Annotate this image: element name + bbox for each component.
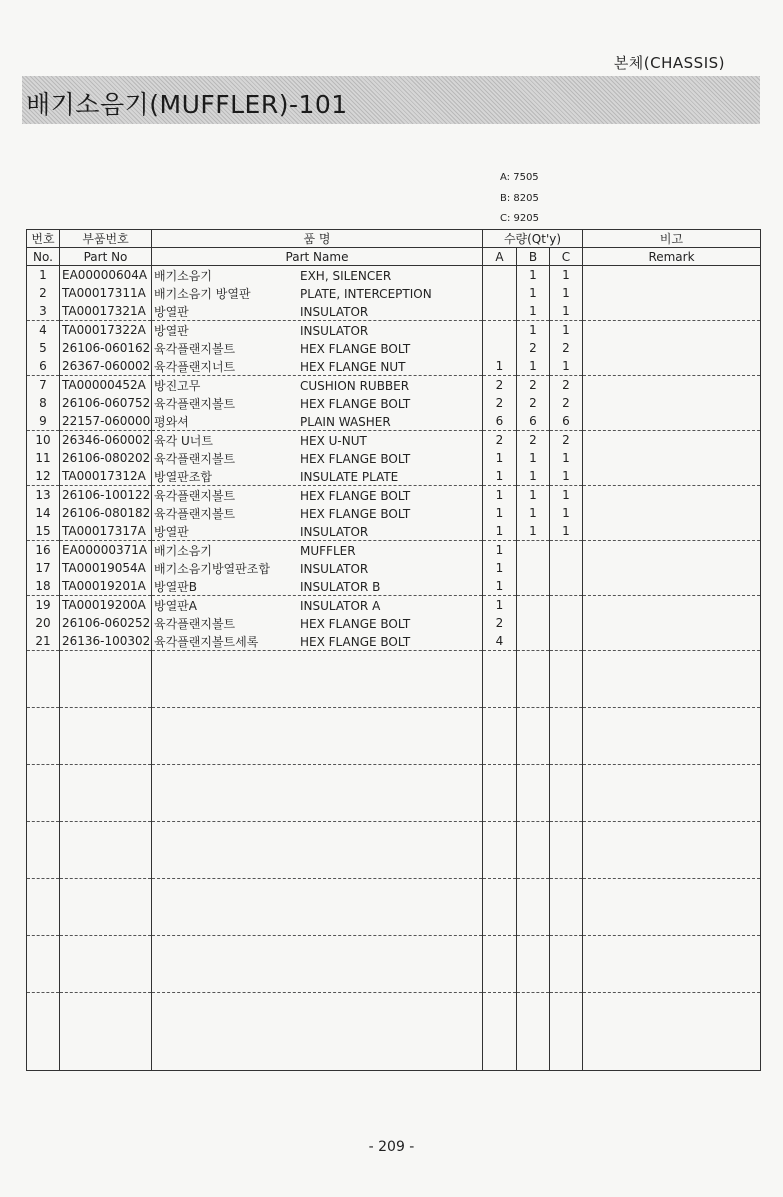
remark <box>583 284 761 302</box>
remark <box>583 486 761 505</box>
empty-cell <box>517 708 550 765</box>
empty-cell <box>550 651 583 708</box>
empty-cell <box>550 822 583 879</box>
empty-cell <box>27 822 60 879</box>
remark <box>583 541 761 560</box>
header-qty: 수량(Qt'y) <box>483 230 583 248</box>
qty-b: 2 <box>517 394 550 412</box>
empty-cell <box>152 651 483 708</box>
variant-c: C: 9205 <box>500 213 539 224</box>
qty-c: 1 <box>550 504 583 522</box>
part-name-en: HEX FLANGE BOLT <box>300 341 411 356</box>
qty-c: 2 <box>550 339 583 357</box>
empty-cell <box>60 651 152 708</box>
row-number: 11 <box>27 449 60 467</box>
part-name <box>152 522 483 541</box>
part-name-kr: 육각플랜지너트 <box>154 359 236 374</box>
empty-cell <box>550 879 583 936</box>
empty-cell <box>60 993 152 1071</box>
header-no-en: No. <box>27 248 60 266</box>
empty-cell <box>583 879 761 936</box>
part-number: TA00000452A <box>60 376 152 395</box>
part-number: EA00000604A <box>60 266 152 285</box>
empty-cell <box>152 708 483 765</box>
table-row <box>27 302 761 321</box>
part-name-kr: 배기소음기 <box>154 543 212 558</box>
qty-b: 2 <box>517 339 550 357</box>
part-name <box>152 284 483 302</box>
qty-b: 1 <box>517 266 550 285</box>
qty-c <box>550 614 583 632</box>
remark <box>583 376 761 395</box>
part-name <box>152 357 483 376</box>
empty-cell <box>517 765 550 822</box>
qty-c: 1 <box>550 357 583 376</box>
empty-row <box>27 879 761 936</box>
row-number: 15 <box>27 522 60 541</box>
row-number: 21 <box>27 632 60 651</box>
qty-b: 1 <box>517 321 550 340</box>
header-remark-en: Remark <box>583 248 761 266</box>
part-name-kr: 방열판A <box>154 598 197 613</box>
table-row <box>27 431 761 450</box>
table-row <box>27 357 761 376</box>
part-number: 26106-060162 <box>60 339 152 357</box>
empty-cell <box>152 879 483 936</box>
qty-c: 1 <box>550 302 583 321</box>
empty-cell <box>483 765 517 822</box>
empty-row <box>27 651 761 708</box>
part-number: 26346-060002 <box>60 431 152 450</box>
table-row <box>27 412 761 431</box>
part-name <box>152 412 483 431</box>
qty-b <box>517 614 550 632</box>
header-qty-c: C <box>550 248 583 266</box>
empty-cell <box>583 651 761 708</box>
qty-a: 1 <box>483 467 517 486</box>
part-name <box>152 376 483 395</box>
part-name-en: HEX FLANGE BOLT <box>300 488 411 503</box>
part-number: TA00019054A <box>60 559 152 577</box>
empty-cell <box>483 651 517 708</box>
empty-cell <box>517 879 550 936</box>
part-name <box>152 577 483 596</box>
remark <box>583 302 761 321</box>
qty-b: 1 <box>517 486 550 505</box>
row-number: 13 <box>27 486 60 505</box>
part-name <box>152 449 483 467</box>
qty-a <box>483 284 517 302</box>
part-name-en: INSULATOR <box>300 304 369 319</box>
part-name-kr: 육각플랜지볼트세록 <box>154 634 259 649</box>
qty-a: 1 <box>483 357 517 376</box>
remark <box>583 577 761 596</box>
qty-a: 2 <box>483 376 517 395</box>
row-number: 20 <box>27 614 60 632</box>
part-number: 22157-060000 <box>60 412 152 431</box>
variant-b: B: 8205 <box>500 193 539 204</box>
part-name <box>152 339 483 357</box>
qty-c <box>550 632 583 651</box>
qty-a: 2 <box>483 614 517 632</box>
qty-a: 4 <box>483 632 517 651</box>
header-remark-kr: 비고 <box>583 230 761 248</box>
part-name <box>152 559 483 577</box>
empty-cell <box>550 765 583 822</box>
qty-c: 1 <box>550 321 583 340</box>
part-name-kr: 방열판조합 <box>154 469 212 484</box>
qty-b: 1 <box>517 449 550 467</box>
header-name-kr: 품 명 <box>152 230 483 248</box>
part-number: 26106-060752 <box>60 394 152 412</box>
empty-cell <box>27 708 60 765</box>
part-name-kr: 배기소음기 방열판 <box>154 286 251 301</box>
empty-cell <box>517 936 550 993</box>
empty-cell <box>152 993 483 1071</box>
part-name-kr: 방열판 <box>154 524 189 539</box>
part-name-en: INSULATOR A <box>300 598 381 613</box>
empty-cell <box>483 993 517 1071</box>
remark <box>583 431 761 450</box>
qty-c: 1 <box>550 467 583 486</box>
part-name-kr: 육각 U너트 <box>154 433 213 448</box>
table-row <box>27 339 761 357</box>
qty-b: 1 <box>517 504 550 522</box>
part-number: 26106-100122 <box>60 486 152 505</box>
empty-cell <box>583 765 761 822</box>
part-name-en: HEX FLANGE BOLT <box>300 506 411 521</box>
empty-cell <box>60 822 152 879</box>
part-name <box>152 632 483 651</box>
part-name-kr: 배기소음기방열판조합 <box>154 561 270 576</box>
part-name-kr: 평와셔 <box>154 414 189 429</box>
remark <box>583 596 761 615</box>
remark <box>583 339 761 357</box>
qty-a: 2 <box>483 431 517 450</box>
qty-c: 2 <box>550 394 583 412</box>
part-name-kr: 육각플랜지볼트 <box>154 451 236 466</box>
table-row <box>27 467 761 486</box>
qty-a <box>483 339 517 357</box>
header-qty-a: A <box>483 248 517 266</box>
row-number: 1 <box>27 266 60 285</box>
qty-a: 1 <box>483 559 517 577</box>
part-name-en: HEX FLANGE BOLT <box>300 616 411 631</box>
title-band <box>22 76 760 124</box>
qty-b: 1 <box>517 284 550 302</box>
empty-cell <box>152 936 483 993</box>
header-no-kr: 번호 <box>27 230 60 248</box>
part-name <box>152 614 483 632</box>
qty-a <box>483 302 517 321</box>
part-number: EA00000371A <box>60 541 152 560</box>
table-row <box>27 376 761 395</box>
row-number: 9 <box>27 412 60 431</box>
qty-c: 1 <box>550 522 583 541</box>
table-row <box>27 614 761 632</box>
part-number: TA00017311A <box>60 284 152 302</box>
part-name-en: PLAIN WASHER <box>300 414 391 429</box>
part-name <box>152 467 483 486</box>
empty-cell <box>483 822 517 879</box>
remark <box>583 632 761 651</box>
table-row <box>27 486 761 505</box>
remark <box>583 266 761 285</box>
row-number: 4 <box>27 321 60 340</box>
qty-b: 1 <box>517 522 550 541</box>
part-name-en: MUFFLER <box>300 543 356 558</box>
qty-c: 1 <box>550 266 583 285</box>
qty-b <box>517 596 550 615</box>
empty-row <box>27 765 761 822</box>
part-name-kr: 육각플랜지볼트 <box>154 341 236 356</box>
remark <box>583 522 761 541</box>
qty-b: 1 <box>517 357 550 376</box>
empty-cell <box>517 822 550 879</box>
table-row <box>27 394 761 412</box>
qty-b <box>517 541 550 560</box>
empty-cell <box>27 936 60 993</box>
part-number: 26136-100302 <box>60 632 152 651</box>
part-number: TA00019201A <box>60 577 152 596</box>
qty-b <box>517 577 550 596</box>
empty-cell <box>60 765 152 822</box>
header-part-no-kr: 부품번호 <box>60 230 152 248</box>
empty-cell <box>583 993 761 1071</box>
qty-a <box>483 321 517 340</box>
empty-cell <box>60 708 152 765</box>
remark <box>583 467 761 486</box>
qty-a: 1 <box>483 504 517 522</box>
part-name-kr: 육각플랜지볼트 <box>154 488 236 503</box>
row-number: 14 <box>27 504 60 522</box>
part-name-en: INSULATOR B <box>300 579 381 594</box>
row-number: 17 <box>27 559 60 577</box>
part-name-en: INSULATOR <box>300 323 369 338</box>
empty-cell <box>27 651 60 708</box>
empty-cell <box>483 708 517 765</box>
empty-cell <box>60 879 152 936</box>
qty-a: 1 <box>483 577 517 596</box>
table-row <box>27 321 761 340</box>
qty-a: 1 <box>483 596 517 615</box>
part-name-en: PLATE, INTERCEPTION <box>300 286 432 301</box>
qty-a: 1 <box>483 449 517 467</box>
qty-a <box>483 266 517 285</box>
header-part-no-en: Part No <box>60 248 152 266</box>
empty-row <box>27 822 761 879</box>
row-number: 12 <box>27 467 60 486</box>
qty-a: 2 <box>483 394 517 412</box>
part-name-kr: 육각플랜지볼트 <box>154 616 236 631</box>
part-name <box>152 266 483 285</box>
part-name-en: INSULATE PLATE <box>300 469 399 484</box>
remark <box>583 394 761 412</box>
qty-c <box>550 541 583 560</box>
part-name-en: EXH, SILENCER <box>300 268 392 283</box>
empty-cell <box>483 879 517 936</box>
row-number: 7 <box>27 376 60 395</box>
table-row <box>27 559 761 577</box>
part-name <box>152 504 483 522</box>
part-name-en: HEX FLANGE NUT <box>300 359 406 374</box>
part-name-kr: 육각플랜지볼트 <box>154 506 236 521</box>
row-number: 2 <box>27 284 60 302</box>
header-qty-b: B <box>517 248 550 266</box>
empty-cell <box>27 765 60 822</box>
parts-table-body <box>27 266 761 1071</box>
empty-cell <box>152 765 483 822</box>
empty-cell <box>27 993 60 1071</box>
part-number: TA00017312A <box>60 467 152 486</box>
part-number: TA00017317A <box>60 522 152 541</box>
empty-cell <box>550 936 583 993</box>
part-name-en: CUSHION RUBBER <box>300 378 410 393</box>
variant-a: A: 7505 <box>500 172 539 183</box>
empty-cell <box>550 708 583 765</box>
remark <box>583 504 761 522</box>
qty-b <box>517 632 550 651</box>
qty-c: 1 <box>550 449 583 467</box>
row-number: 5 <box>27 339 60 357</box>
part-name <box>152 431 483 450</box>
part-name <box>152 541 483 560</box>
part-number: 26106-060252 <box>60 614 152 632</box>
qty-a: 1 <box>483 541 517 560</box>
table-row <box>27 541 761 560</box>
empty-cell <box>583 708 761 765</box>
part-number: TA00017321A <box>60 302 152 321</box>
part-name-en: HEX FLANGE BOLT <box>300 451 411 466</box>
part-name-kr: 방열판B <box>154 579 198 594</box>
page-title: 배기소음기(MUFFLER)-101 <box>26 90 348 119</box>
row-number: 3 <box>27 302 60 321</box>
qty-b <box>517 559 550 577</box>
qty-c: 1 <box>550 284 583 302</box>
page-number: - 209 - <box>368 1139 415 1155</box>
part-name-kr: 육각플랜지볼트 <box>154 396 236 411</box>
qty-b: 1 <box>517 302 550 321</box>
part-name-en: HEX FLANGE BOLT <box>300 634 411 649</box>
empty-cell <box>60 936 152 993</box>
qty-a: 1 <box>483 486 517 505</box>
parts-table <box>26 229 761 1071</box>
qty-c: 2 <box>550 431 583 450</box>
part-name <box>152 596 483 615</box>
empty-cell <box>583 936 761 993</box>
remark <box>583 449 761 467</box>
part-name-kr: 배기소음기 <box>154 268 212 283</box>
part-name-kr: 방진고무 <box>154 378 201 393</box>
part-name-kr: 방열판 <box>154 304 189 319</box>
empty-cell <box>517 993 550 1071</box>
empty-cell <box>27 879 60 936</box>
part-name-en: HEX FLANGE BOLT <box>300 396 411 411</box>
qty-c <box>550 577 583 596</box>
table-row <box>27 596 761 615</box>
table-row <box>27 284 761 302</box>
empty-row <box>27 993 761 1071</box>
part-name <box>152 394 483 412</box>
part-number: TA00019200A <box>60 596 152 615</box>
qty-b: 2 <box>517 431 550 450</box>
table-row <box>27 577 761 596</box>
part-number: 26106-080202 <box>60 449 152 467</box>
empty-row <box>27 708 761 765</box>
part-number: TA00017322A <box>60 321 152 340</box>
empty-cell <box>483 936 517 993</box>
row-number: 18 <box>27 577 60 596</box>
empty-cell <box>583 822 761 879</box>
part-name-en: INSULATOR <box>300 524 369 539</box>
qty-b: 6 <box>517 412 550 431</box>
remark <box>583 357 761 376</box>
qty-c <box>550 559 583 577</box>
section-label: 본체(CHASSIS) <box>613 54 725 72</box>
row-number: 16 <box>27 541 60 560</box>
empty-cell <box>550 993 583 1071</box>
header-name-en: Part Name <box>152 248 483 266</box>
empty-cell <box>152 822 483 879</box>
empty-cell <box>517 651 550 708</box>
qty-a: 1 <box>483 522 517 541</box>
row-number: 10 <box>27 431 60 450</box>
remark <box>583 321 761 340</box>
row-number: 6 <box>27 357 60 376</box>
part-name <box>152 321 483 340</box>
part-number: 26106-080182 <box>60 504 152 522</box>
part-name-kr: 방열판 <box>154 323 189 338</box>
qty-c: 1 <box>550 486 583 505</box>
row-number: 19 <box>27 596 60 615</box>
qty-c: 6 <box>550 412 583 431</box>
table-row <box>27 632 761 651</box>
remark <box>583 412 761 431</box>
remark <box>583 559 761 577</box>
remark <box>583 614 761 632</box>
part-name <box>152 302 483 321</box>
row-number: 8 <box>27 394 60 412</box>
part-number: 26367-060002 <box>60 357 152 376</box>
qty-b: 2 <box>517 376 550 395</box>
empty-row <box>27 936 761 993</box>
qty-c: 2 <box>550 376 583 395</box>
table-row <box>27 449 761 467</box>
qty-c <box>550 596 583 615</box>
qty-b: 1 <box>517 467 550 486</box>
qty-a: 6 <box>483 412 517 431</box>
table-row <box>27 504 761 522</box>
part-name-en: HEX U-NUT <box>300 433 367 448</box>
part-name-en: INSULATOR <box>300 561 369 576</box>
table-row <box>27 522 761 541</box>
table-row <box>27 266 761 285</box>
part-name <box>152 486 483 505</box>
